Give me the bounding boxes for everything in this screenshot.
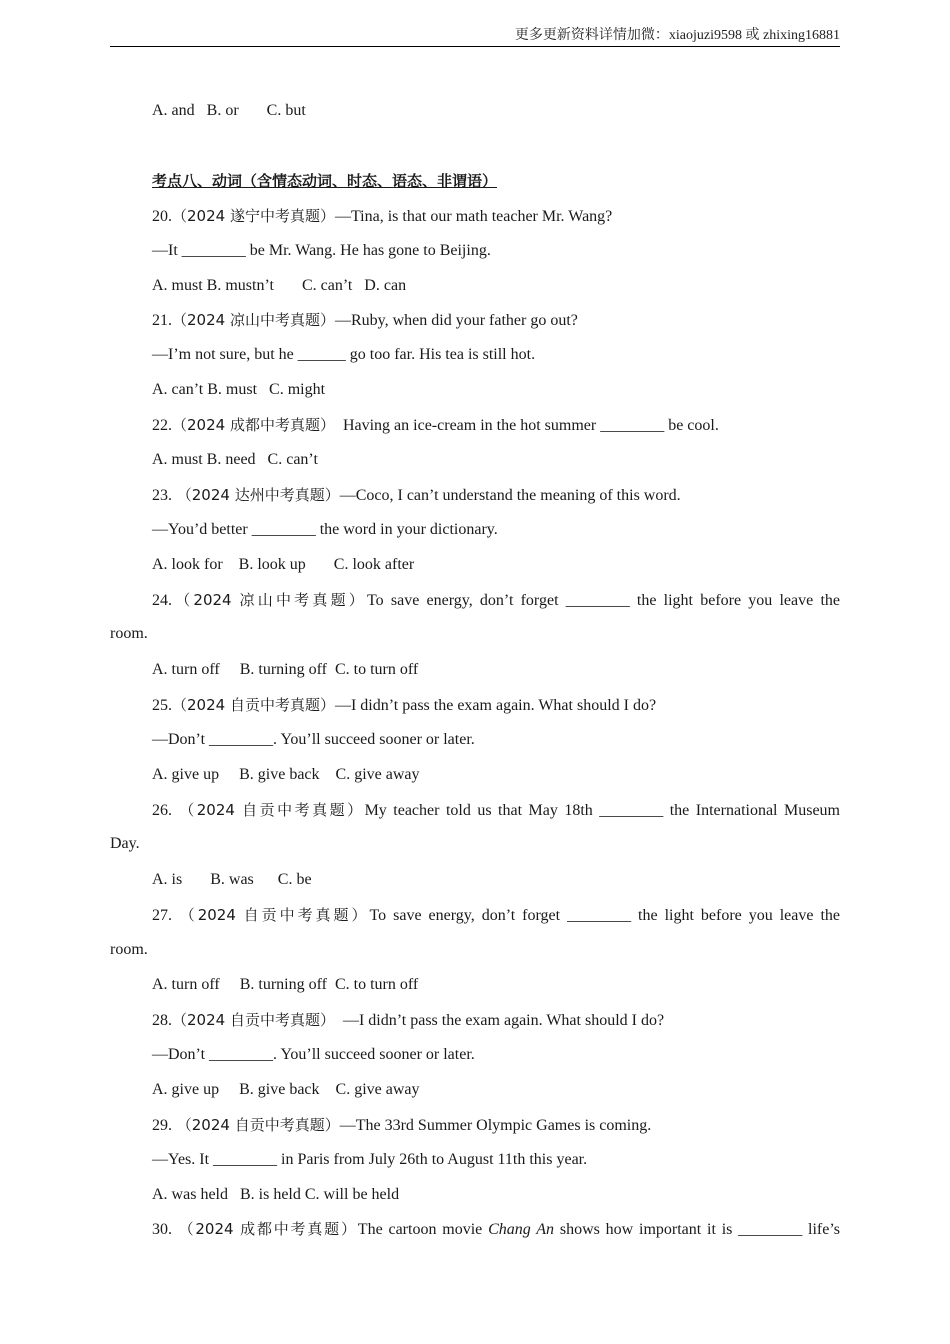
question-23	[110, 482, 840, 517]
question-text: To save energy, don’t forget ________ the light before you leave the	[367, 591, 840, 609]
question-24	[110, 587, 840, 657]
section-title: 考点八、动词（含情态动词、时态、语态、非谓语）	[152, 171, 498, 190]
question-26-wrap: Day.	[110, 835, 140, 853]
question-number: 27.	[152, 906, 172, 924]
question-20	[110, 203, 840, 238]
question-source: （2024 成都中考真题）	[172, 1220, 358, 1239]
top-options: A. and B. or C. but	[152, 102, 306, 119]
question-23-options: A. look for B. look up C. look after	[152, 555, 415, 573]
question-23-line2: —You’d better ________ the word in your dictionary.	[152, 520, 498, 538]
question-text: —Ruby, when did your father go out?	[334, 312, 578, 330]
question-21	[110, 307, 840, 342]
question-22-options: A. must B. need C. can’t	[152, 451, 318, 469]
question-number: 22.	[152, 417, 172, 435]
question-source: （2024 达州中考真题）	[172, 485, 340, 504]
movie-title: Chang An	[488, 1221, 555, 1239]
header-text: 更多更新资料详情加微：xiaojuzi9598 或 zhixing16881	[514, 28, 840, 43]
question-text: —The 33rd Summer Olympic Games is coming.	[339, 1116, 652, 1134]
question-text-before: The cartoon movie	[357, 1221, 489, 1239]
spacer	[110, 133, 840, 168]
question-29-options: A. was held B. is held C. will be held	[152, 1185, 400, 1203]
question-25	[110, 692, 840, 727]
question-text: —I didn’t pass the exam again. What should I do?	[334, 696, 657, 714]
question-source: （2024 凉山中考真题）	[172, 311, 335, 330]
question-27-wrap: room.	[110, 940, 148, 958]
question-20-line2: —It ________ be Mr. Wang. He has gone to Beijing.	[152, 241, 491, 259]
question-21-options: A. can’t B. must C. might	[152, 381, 326, 399]
question-number: 26.	[152, 801, 172, 819]
question-number: 30.	[152, 1221, 172, 1239]
question-source: （2024 自贡中考真题）	[172, 905, 370, 924]
question-22	[110, 412, 840, 447]
question-source: （2024 遂宁中考真题）	[172, 206, 335, 225]
question-source: （2024 凉山中考真题）	[172, 590, 367, 609]
question-source: （2024 自贡中考真题）	[172, 1011, 335, 1030]
question-number: 29.	[152, 1116, 172, 1134]
question-number: 24.	[152, 591, 172, 609]
question-number: 20.	[152, 207, 172, 225]
question-28-line2: —Don’t ________. You’ll succeed sooner or later.	[152, 1045, 475, 1063]
question-26-row1	[110, 797, 840, 832]
question-number: 23.	[152, 486, 172, 504]
question-number: 21.	[152, 312, 172, 330]
question-source: （2024 自贡中考真题）	[172, 695, 335, 714]
section-heading	[110, 168, 840, 203]
question-text: —I didn’t pass the exam again. What should I do?	[334, 1012, 665, 1030]
question-27-options: A. turn off B. turning off C. to turn off	[152, 976, 419, 994]
question-26-options: A. is B. was C. be	[152, 870, 312, 888]
question-source: （2024 成都中考真题）	[172, 416, 335, 435]
question-25-options: A. give up B. give back C. give away	[152, 765, 420, 783]
question-30	[110, 1216, 840, 1251]
question-29-line2: —Yes. It ________ in Paris from July 26th to August 11th this year.	[152, 1150, 588, 1168]
question-28-options: A. give up B. give back C. give away	[152, 1080, 420, 1098]
question-text: Having an ice-cream in the hot summer ________ be cool.	[334, 417, 719, 435]
question-28	[110, 1007, 840, 1042]
question-29	[110, 1112, 840, 1147]
page-header	[110, 27, 840, 47]
question-text: —Tina, is that our math teacher Mr. Wang?	[334, 207, 613, 225]
question-text: —Coco, I can’t understand the meaning of this word.	[339, 486, 681, 504]
question-25-line2: —Don’t ________. You’ll succeed sooner or later.	[152, 730, 475, 748]
document-page	[110, 98, 840, 1251]
question-text: To save energy, don’t forget ________ the light before you leave the	[369, 906, 840, 924]
question-text: My teacher told us that May 18th ________ the International Museum	[364, 801, 840, 819]
question-source: （2024 自贡中考真题）	[172, 800, 365, 819]
question-30-row1	[110, 1216, 840, 1251]
question-24-wrap: room.	[110, 625, 148, 643]
question-text-after: shows how important it is ________ life’s	[554, 1221, 841, 1239]
question-number: 25.	[152, 696, 172, 714]
question-26	[110, 797, 840, 867]
question-source: （2024 自贡中考真题）	[172, 1115, 340, 1134]
question-number: 28.	[152, 1012, 172, 1030]
question-24-options: A. turn off B. turning off C. to turn off	[152, 660, 419, 678]
question-21-line2: —I’m not sure, but he ______ go too far. His tea is still hot.	[152, 346, 536, 364]
question-27	[110, 902, 840, 972]
question-24-row1	[110, 587, 840, 622]
question-20-options: A. must B. mustn’t C. can’t D. can	[152, 276, 407, 294]
question-27-row1	[110, 902, 840, 937]
